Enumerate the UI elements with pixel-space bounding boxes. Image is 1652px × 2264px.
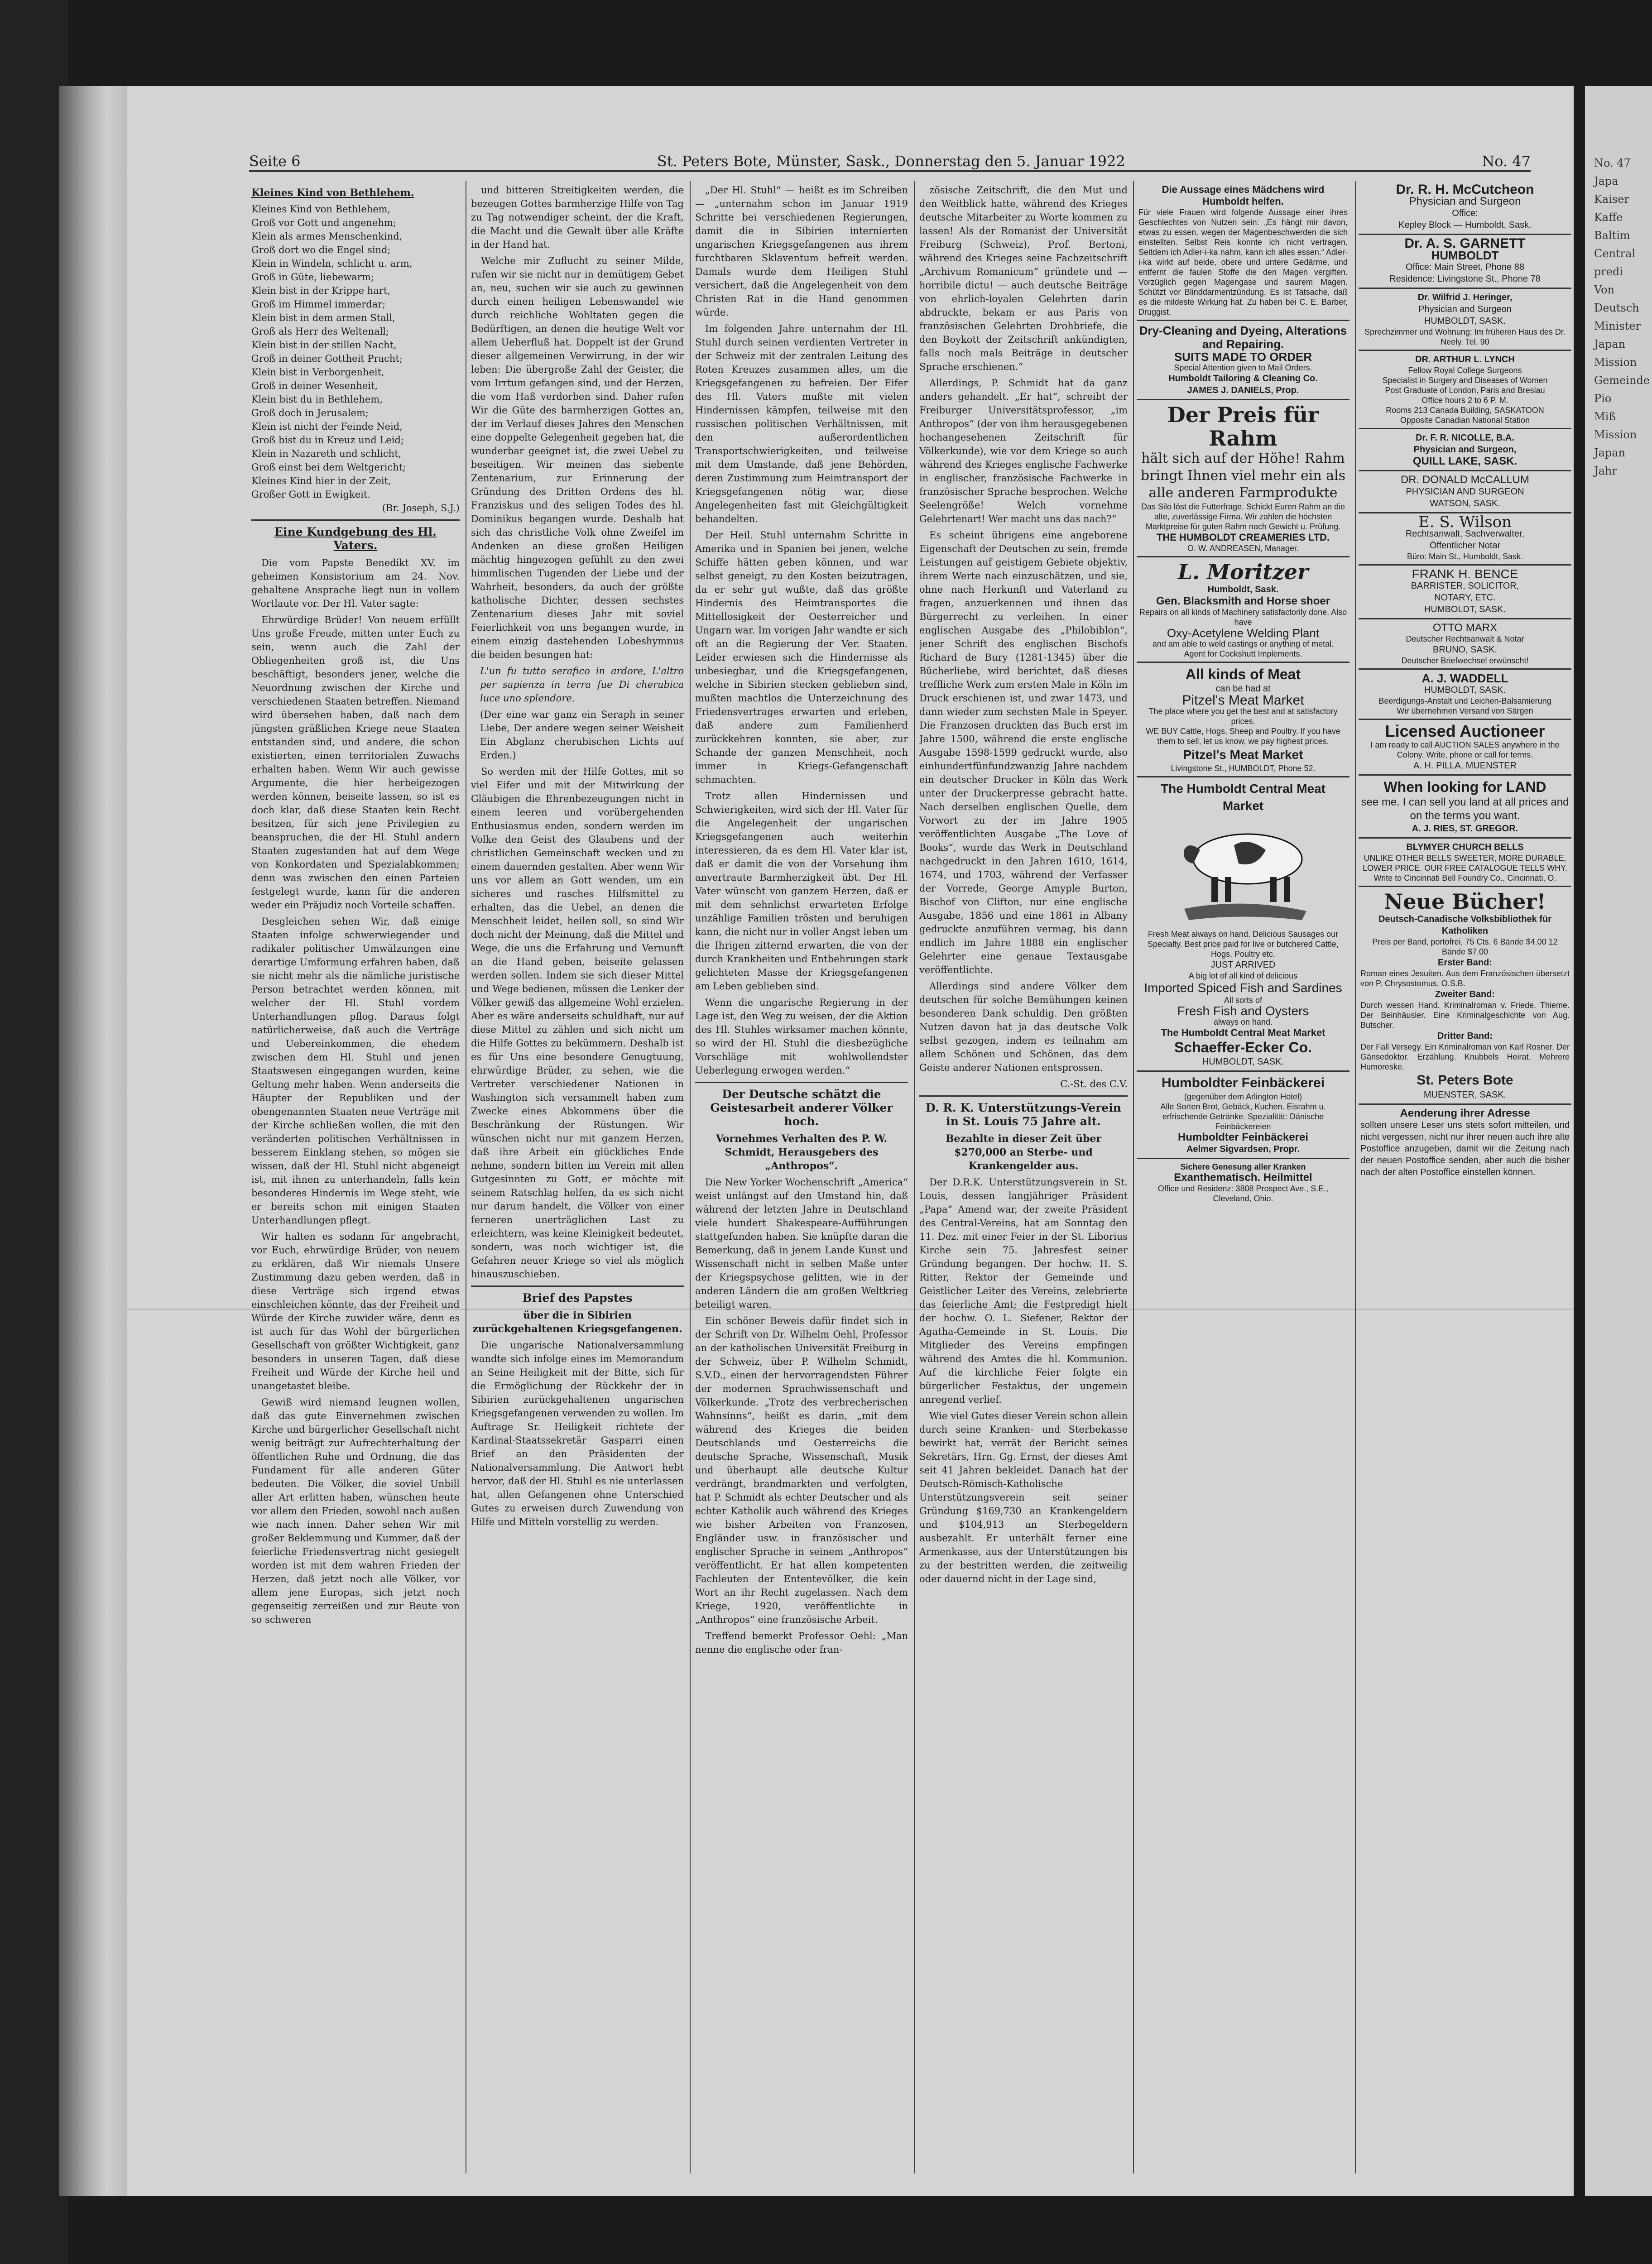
card-line: OTTO MARX: [1432, 622, 1498, 634]
card-line: FRANK H. BENCE: [1412, 567, 1518, 581]
poem-line: Groß einst bei dem Weltgericht;: [251, 462, 406, 473]
ad-line: MUENSTER, SASK.: [1423, 1090, 1507, 1100]
card-line: A. J. WADDELL: [1421, 672, 1508, 685]
ad-line: Roman eines Jesuiten. Aus dem Französischen übersetzt von P. Chrysostomus, O.S.B.: [1360, 969, 1570, 988]
poem-line: Klein bist in dem armen Stall,: [251, 312, 395, 323]
ad-line: All sorts of: [1224, 996, 1263, 1005]
card-line: BRUNO, SASK.: [1432, 645, 1498, 655]
adlerika-ad: [1137, 181, 1349, 321]
card-line: Post Graduate of London, Paris and Breslau: [1385, 386, 1545, 395]
ad-line: Zweiter Band:: [1435, 989, 1495, 999]
article-paragraph: und bitteren Streitigkeiten werden, die bezeugen Gottes barmherzige Hilfe von Tag zu Tag notwendiger scheint, der die Kraft, die Macht und die Gewalt über alle Kräfte in der Hand hat.: [471, 185, 684, 250]
fragment: Deutsch: [1594, 302, 1639, 314]
ad-line: A. J. RIES, ST. GREGOR.: [1412, 824, 1518, 834]
ad-line: Der Fall Versegy. Ein Kriminalroman von Karl Rosner. Der Gänsedoktor. Erzählung. Knubbels Heirat. Mehrere Humoreske.: [1360, 1042, 1570, 1071]
ad-headline: The Humboldt Central Meat Market: [1160, 782, 1325, 813]
ad-line: see me. I can sell you land at all prices and on the terms you want.: [1361, 796, 1569, 822]
card-line: Deutscher Briefwechsel erwünscht!: [1401, 656, 1529, 665]
poem-line: Kleines Kind von Bethlehem,: [251, 204, 391, 215]
column-rule: [690, 181, 691, 2173]
page-label: Seite 6: [249, 153, 301, 170]
nicolle-card: [1359, 429, 1571, 471]
ad-text: Das Silo löst die Futterfrage. Schickt Euren Rahm an die alte, zuverlässige Firma. Wir zahlen die höchsten Marktpreise für guten Rahm nach Gewicht u. Prüfung.: [1141, 502, 1345, 531]
cream-ad: [1137, 400, 1349, 557]
card-line: Rooms 213 Canada Building, SASKATOON: [1386, 406, 1544, 415]
article-paragraph: Treffend bemerkt Professor Oehl: „Man nenne die englische oder fran-: [695, 1631, 908, 1655]
ad-line: SUITS MADE TO ORDER: [1174, 350, 1312, 364]
ads-column-2: [1359, 181, 1571, 2173]
article-title: D. R. K. Unterstützungs-Verein in St. Louis 75 Jahre alt.: [926, 1101, 1121, 1128]
scan-background-left: [0, 0, 68, 2264]
waddell-card: [1359, 670, 1571, 720]
card-line: NOTARY, ETC.: [1434, 593, 1496, 603]
ad-line: and am able to weld castings or anything of metal.: [1152, 639, 1334, 648]
ad-line: Humboldter Feinbäckerei: [1177, 1131, 1309, 1143]
card-line: Öffentlicher Notar: [1429, 541, 1501, 551]
card-line: HUMBOLDT, SASK.: [1424, 685, 1506, 695]
bakery-ad: [1137, 1072, 1349, 1159]
ad-line: Humboldt Tailoring & Cleaning Co.: [1168, 374, 1318, 384]
newspaper-page: [127, 86, 1574, 2196]
article-paragraph: Die ungarische Nationalversammlung wandte sich infolge eines im Memorandum an Seine Heiligkeit mit der Bitte, sich für die Ermöglichung der Rückkehr der in Sibirien zurückgehaltenen ungarischen Kriegsgefangenen verwenden zu wollen. Im Auftrage Sr. Heiligkeit richtete der Kardinal-Staatssekretär Gasparri einen Brief an den Präsidenten der Nationalversammlung. Die Antwort hebt hervor, daß der Hl. Stuhl es nie unterlassen hat, allen Gefangenen ohne Unterschied Gutes zu erweisen durch Zuwendung von Hilfe und Mitteln vorstellig zu werden.: [471, 1340, 684, 1527]
ad-line: WE BUY Cattle, Hogs, Sheep and Poultry. If you have them to sell, let us know, we pay highest prices.: [1146, 727, 1340, 746]
masthead: St. Peters Bote, Münster, Sask., Donnerstag den 5. Januar 1922: [657, 153, 1125, 170]
card-line: HUMBOLDT: [1431, 249, 1499, 262]
poem-line: Groß bist du in Kreuz und Leid;: [251, 435, 404, 446]
ad-line: O. W. ANDREASEN, Manager.: [1187, 544, 1299, 553]
ad-line: HUMBOLDT, SASK.: [1202, 1057, 1284, 1067]
poem-line: Klein bist in der stillen Nacht,: [251, 340, 397, 350]
column-4: [919, 183, 1128, 2169]
ad-line: A big lot of all kind of delicious: [1188, 971, 1298, 980]
page-header: [249, 143, 1531, 172]
ad-line: Imported Spiced Fish and Sardines: [1144, 981, 1342, 995]
article-title: Eine Kundgebung des Hl. Vaters.: [274, 525, 437, 552]
card-line: DR. DONALD McCALLUM: [1400, 474, 1530, 486]
ad-line: Write to Cincinnati Bell Foundry Co., Cincinnati, O.: [1373, 873, 1556, 883]
column-rule: [1355, 181, 1356, 2173]
card-line: Rechtsanwalt, Sachverwalter,: [1405, 529, 1525, 539]
poem-line: Groß als Herr des Weltenall;: [251, 326, 389, 337]
article-title: Der Deutsche schätzt die Geistesarbeit anderer Völker hoch.: [710, 1088, 893, 1128]
poem-line: Klein bist in der Krippe hart,: [251, 285, 390, 296]
card-line: Specialist in Surgery and Diseases of Women: [1382, 376, 1548, 385]
central-meat-ad: [1137, 777, 1349, 1072]
card-line: Kepley Block — Humboldt, Sask.: [1398, 220, 1532, 230]
fragment: Von: [1594, 283, 1615, 296]
card-line: Physician and Surgeon,: [1413, 445, 1517, 455]
fragment: Japa: [1594, 175, 1618, 187]
fragment: Miß: [1594, 410, 1616, 423]
card-line: Dr. F. R. NICOLLE, B.A.: [1416, 433, 1514, 443]
article-paragraph: So werden mit der Hilfe Gottes, mit so viel Eifer und mit der Mitwirkung der Gläubigen die Ehrenbezeugungen nicht in einem leeren und vorübergehenden Enthusiasmus enden, sondern werden im Volke den Geist des Glaubens und der christlichen Gemeinschaft wecken und zu einem dauernden gestalten. Aber wenn Wir uns vor allem an Gott wenden, um ein sicheres und rasches Hilfsmittel zu erhalten, das die Uebel, an denen die Menschheit leidet, heilen soll, so sind Wir doch nicht der Meinung, daß die Mittel und Wege, die uns die Erfahrung und Vernunft an die Hand geben, beiseite gelassen werden sollen. Indem sie sich dieser Mittel und Wege bedienen, müssen die Lenker der Völker gewiß das allgemeine Wohl erzielen. Aber es wäre anderseits schuldhaft, nur auf diese Mittel zu zählen und sich nicht um die Hilfe Gottes zu bekümmern. Deshalb ist es für Uns eine besondere Genugtuung, ehrwürdige Brüder, zu sehen, wie die Vertreter verschiedener Nationen in Washington sich versammelt haben zum Zwecke eines Abkommens über die Beschränkung der Rüstungen. Wir wünschen nicht nur mit ganzem Herzen, daß ihre Arbeit ein glückliches Ende nehme, sondern bitten im Verein mit allen Gutgesinnten zu Gott, er möchte mit seinem Ratschlag helfen, da es sich nicht nur darum handelt, die Völker von einer ferneren unerträglichen Last zu erleichtern, was keine Kleinigkeit bedeutet, sondern, was noch wichtiger ist, die Gefahren neuer Kriege so viel als möglich hinauszuschieben.: [471, 766, 684, 1280]
ad-line: BLYMYER CHURCH BELLS: [1406, 842, 1524, 852]
ad-line: always on hand.: [1213, 1017, 1273, 1026]
ad-headline: Aenderung ihrer Adresse: [1400, 1107, 1530, 1119]
column-2: [471, 183, 684, 2169]
ad-line: Pitzel's Meat Market: [1183, 748, 1303, 762]
column-1: [251, 183, 460, 2169]
card-line: Wir übernehmen Versand von Särgen: [1397, 706, 1533, 715]
poem-line: Groß in Güte, liebewarm;: [251, 272, 374, 283]
card-line: QUILL LAKE, SASK.: [1412, 455, 1518, 467]
fragment: Japan: [1594, 338, 1626, 350]
ads-column-1: [1137, 181, 1349, 2173]
column-3: [695, 183, 908, 2169]
ad-line: JAMES J. DANIELS, Prop.: [1187, 385, 1299, 395]
ad-text: Für viele Frauen wird folgende Aussage einer ihres Geschlechtes von Nutzen sein: „Es hängt mir davon, etwas zu essen, wegen der Magenbeschwerden die sich einstellten. Selbst Reis konnte ich nicht vertragen. Seitdem ich Adler-i-ka nahm, kann ich alles essen.“ Adler-i-ka wirkt auf beide, obere und untere Gedärme, und entfernt die faulen Stoffe die den Magen vergiften. Vorzüglich gegen Magengase und saurem Magen. Schützt vor Blinddarmentzündung. Es ist Tatsache, daß es die mildeste Wirkung hat. Zu haben bei C. E. Barber, Druggist.: [1138, 208, 1348, 317]
ad-title: Die Aussage eines Mädchens wird Humboldt helfen.: [1162, 184, 1325, 207]
ad-line: JUST ARRIVED: [1210, 960, 1276, 970]
mccallum-card: [1359, 471, 1571, 513]
fragment: Central: [1594, 247, 1636, 260]
card-line: Physician and Surgeon: [1418, 304, 1512, 314]
card-line: Sprechzimmer und Wohnung: Im früheren Haus des Dr. Neely. Tel. 90: [1364, 327, 1566, 346]
card-line: Office: Main Street, Phone 88: [1405, 262, 1524, 272]
heringer-card: [1359, 289, 1571, 351]
card-line: DR. ARTHUR L. LYNCH: [1415, 355, 1515, 365]
fragment: Mission: [1594, 356, 1637, 369]
next-page-fragments: [1585, 86, 1652, 480]
pitzel-meat-ad: [1137, 663, 1349, 777]
article-paragraph: Ein schöner Beweis dafür findet sich in der Schrift von Dr. Wilhelm Oehl, Professor an der katholischen Universität Freiburg in der Schweiz, über P. Wilhelm Schmidt, S.V.D., einen der hervorragendsten Führer der modernen Sprachwissenschaft und Völkerkunde. „Trotz des verbrecherischen Wahnsinns“, heißt es darin, „mit dem während des Krieges die beiden Deutschlands und Oesterreichs die deutsche Sprache, Wissenschaft, Musik und überhaupt alle deutsche Kultur verdrängt, brandmarkten und verfolgten, hat P. Schmidt als echter Deutscher und als echter Katholik auch während des Krieges wie bisher Arbeiten von Franzosen, Engländer usw. in französischer und englischer Sprache in seinem „Anthropos“ veröffentlicht. Er hat allen kompetenten Fachleuten der Ententevölker, die kein Wort an ihr Recht zugelassen. Nach dem Kriege, 1920, veröffentlichte in „Anthropos“ eine französische Arbeit.: [695, 1315, 908, 1625]
card-line: Büro: Main St., Humboldt, Sask.: [1407, 552, 1523, 561]
ad-headline: Humboldter Feinbäckerei: [1161, 1075, 1325, 1090]
next-page-edge: [1585, 86, 1652, 2196]
poem-line: Klein als armes Menschenkind,: [251, 231, 403, 242]
fragment: Mission: [1594, 428, 1637, 441]
article-signature: C.-St. des C.V.: [1060, 1079, 1128, 1089]
church-bell-ad: [1359, 839, 1571, 887]
poem-line: Groß in deiner Gottheit Pracht;: [251, 353, 403, 364]
ad-line: UNLIKE OTHER BELLS SWEETER, MORE DURABLE, LOWER PRICE. OUR FREE CATALOGUE TELLS WHY.: [1363, 854, 1567, 873]
ad-line: Gen. Blacksmith and Horse shoer: [1156, 595, 1330, 607]
ad-text: Fresh Meat always on hand. Delicious Sausages our Specialty. Best price paid for live or butchered Cattle, Hogs, Poultry etc.: [1148, 930, 1339, 959]
ad-line: A. H. PILLA, MUENSTER: [1413, 761, 1517, 771]
lynch-card: [1359, 351, 1571, 429]
tailoring-ad: [1137, 321, 1349, 400]
article-subtitle: Vornehmes Verhalten des P. W. Schmidt, Herausgebers des „Anthropos“.: [716, 1133, 888, 1172]
section-divider: [251, 519, 460, 521]
fragment: Gemeinde: [1594, 374, 1650, 387]
bence-card: [1359, 566, 1571, 619]
poem-line: Groß im Himmel immerdar;: [251, 299, 386, 310]
card-line: HUMBOLDT, SASK.: [1424, 604, 1506, 614]
poem-line: Klein in Windeln, schlicht u. arm,: [251, 258, 413, 269]
card-line: Beerdigungs-Anstalt und Leichen-Balsamierung: [1378, 696, 1551, 705]
article-paragraph: Wir halten es sodann für angebracht, vor Euch, ehrwürdige Brüder, von neuem zu erklären, daß Wir niemals Unsere Zustimmung dazu geben werden, daß in diese Verträge sich irgend etwas einschleichen könnte, das der Freiheit und Würde der Kirche zuwider wäre, denn es ist auch für das Wohl der bürgerlichen Gesellschaft von größter Wichtigkeit, ganz besonders in unseren Tagen, daß diese Freiheit und Würde der Kirche heil und unangetastet bleibe.: [251, 1231, 460, 1391]
card-line: Deutscher Rechtsanwalt & Notar: [1406, 634, 1524, 643]
ad-line: Dry-Cleaning and Dyeing, Alterations and Repairing.: [1139, 324, 1347, 351]
article-paragraph: „Der Hl. Stuhl“ — heißt es im Schreiben — „unternahm schon im Januar 1919 Schritte bei verschiedenen Regierungen, damit die in Sibirien internierten ungarischen Kriegsgefangenen aus ihrem furchtbaren Sklaventum befreit werden. Damals wurde dem Heiligen Stuhl versichert, daß die Angelegenheit von dem Christen Rat in die Hand genommen würde.: [695, 185, 908, 318]
card-line: Physician and Surgeon: [1409, 195, 1521, 207]
fragment: predi: [1594, 265, 1623, 278]
article-paragraph: Der Heil. Stuhl unternahm Schritte in Amerika und in Spanien bei jenen, welche Schiffe hätten geben können, und war selbst geneigt, zu den Kosten beizutragen, da er sehr gut wußte, daß das größte Hindernis des Heimtransportes die Mittellosigkeit der Oesterreicher und Ungarn war. Im vorigen Jahr wandte er sich oft an die Regierung der Ver. Staaten. Leider erwiesen sich die Hindernisse als unbesiegbar, und die Kriegsgefangenen, welche in Sibirien stecken geblieben sind, mußten machtlos die Unterzeichnung des Friedensvertrages erwarten und erleben, daß andere zum Familienherd zurückkehren konnten, sie aber, zur Schande der ganzen Menschheit, noch immer in Kriegs-Gefangenschaft schmachten.: [695, 530, 908, 785]
card-line: Fellow Royal College Surgeons: [1408, 366, 1522, 375]
card-line: Residence: Livingstone St., Phone 78: [1389, 274, 1541, 284]
ad-text: hält sich auf der Höhe! Rahm bringt Ihnen viel mehr ein als alle anderen Farmprodukte: [1140, 451, 1346, 501]
ad-line: Schaeffer-Ecker Co.: [1174, 1039, 1312, 1055]
poem-line: Groß doch in Jerusalem;: [251, 408, 369, 418]
ad-line: Repairs on all kinds of Machinery satisfactorily done. Also have: [1139, 608, 1347, 627]
ad-line: The place where you get the best and at satisfactory prices.: [1148, 707, 1338, 726]
ad-line: Durch wessen Hand. Kriminalroman v. Friede. Thieme. Der Beinhäusler. Eine Kriminalgeschichte von Aug. Butscher.: [1360, 1001, 1570, 1030]
column-rule: [914, 181, 915, 2173]
ad-headline: All kinds of Meat: [1185, 666, 1301, 682]
article-paragraph: Allerdings sind andere Völker dem deutschen für solche Bemühungen keinen besonderen Dank schuldig. Den größten Nutzen davon hat ja das deutsche Volk selbst gezogen, indem es teilnahm am allem Schönen und Schönen, das dem Geiste anderer Nationen entsprossen.: [919, 981, 1128, 1073]
blacksmith-ad: [1137, 557, 1349, 663]
column-rule: [1133, 181, 1134, 2173]
poem-line: Kleines Kind hier in der Zeit,: [251, 475, 391, 486]
book-spine: [59, 86, 127, 2196]
auctioneer-ad: [1359, 720, 1571, 776]
ad-headline: Der Preis für Rahm: [1167, 403, 1319, 451]
card-line: Dr. R. H. McCutcheon: [1396, 182, 1534, 197]
poem-line: Groß in deiner Wesenheit,: [251, 380, 378, 391]
article-paragraph: Im folgenden Jahre unternahm der Hl. Stuhl durch seinen verdienten Vertreter in der Schweiz mit der zentralen Leitung des Roten Kreuzes zusammen alles, um die Kriegsgefangenen zu befreien. Der Eifer des Hl. Vaters mußte mit vielen Hindernissen kämpfen, teilweise mit den russischen politischen Verhältnissen, mit den außerordentlichen Transportschwierigkeiten, und teilweise mit dem Umstande, daß jene Behörden, deren Zustimmung zum Heimtransport der Kriegsgefangenen nötig war, diese Angelegenheiten fast mit Gleichgültigkeit behandelten.: [695, 323, 908, 524]
wilson-card: [1359, 513, 1571, 566]
ad-line: The Humboldt Central Meat Market: [1161, 1027, 1325, 1038]
article-paragraph: Es scheint übrigens eine angeborene Eigenschaft der Deutschen zu sein, fremde Leistungen auf geistigem Gebiete objektiv, ihrem Werte nach einzuschätzen, und sie, ohne nach Herkunft und Vaterland zu fragen, anzuerkennen und ihnen das Bürgerrecht zu verleihen. In einer englischen Ausgabe des „Philobiblon“, jener Schrift des englischen Bischofs Richard de Bury (1281-1345) über die Bücherliebe, wird berichtet, daß dieses treffliche Werk zum ersten Male in Köln im Druck erschienen ist, und zwar 1473, und dann wieder zum sechsten Male in Speyer. Die Franzosen druckten das Buch erst im Jahre 1500, während die erste englische Ausgabe 1598-1599 gedruckt wurde, also einhundertfünfundzwanzig Jahre nachdem ein deutscher Drucker in Köln das Werk unter der Druckerpresse gebracht hatte. Nach derselben englischen Quelle, dem Vorwort zu der im Jahre 1905 veröffentlichten Ausgabe „The Love of Books“, wurde das Werk in Deutschland nachgedruckt in den Jahren 1610, 1614, 1674, und 1703, während der Verfasser der Vorrede, George Amyple Burton, Bischof von Clifton, nur eine englische Ausgabe, 1856 und eine 1861 in Albany gedruckte anzuführen vermag, bis dann endlich im Jahre 1888 ein englischer Gelehrter eine genaue Textausgabe veröffentlichte.: [919, 530, 1128, 975]
fragment: Kaffe: [1594, 211, 1623, 224]
article-paragraph: Wie viel Gutes dieser Verein schon allein durch seine Kranken- und Sterbekasse bewirkt hat, verrät der Bericht seines Sekretärs, Hrn. Gg. Ernst, der dieses Amt seit 41 Jahren bekleidet. Danach hat der Deutsch-Römisch-Katholische Unterstützungsverein seit seiner Gründung $169,730 an Krankengeldern und $104,913 an Sterbegeldern ausbezahlt. Er unterhält ferner eine Armenkasse, aus der Unterstützungen bis zu der bestritten werden, die zeitweilig oder dauernd nicht in der Lage sind,: [919, 1410, 1128, 1584]
ad-line: can be had at: [1215, 684, 1271, 694]
article-paragraph: Die New Yorker Wochenschrift „America“ weist unlängst auf den Umstand hin, daß während der letzten Jahre in Deutschland viele hundert Shakespeare-Aufführungen stattgefunden haben. Sie knüpfte daran die Bemerkung, daß in jenem Lande Kunst und Wissenschaft nicht in selben Maße unter der Kriegspsychose gelitten, wie in der anderen Ländern die am großen Weltkrieg beteiligt waren.: [695, 1177, 908, 1310]
poem-author: (Br. Joseph, S.J.): [382, 503, 460, 513]
poem-line: Klein in Nazareth und schlicht,: [251, 448, 402, 459]
poem: [251, 202, 460, 515]
article-paragraph: Trotz allen Hindernissen und Schwierigkeiten, wird sich der Hl. Vater für die Angelegenheit der ungarischen Kriegsgefangenen auch weiterhin interessieren, da es dem Hl. Vater klar ist, daß er damit die von der Vorsehung ihm anvertraute Barmherzigkeit übt. Der Hl. Vater wünscht von ganzem Herzen, daß er mit dem sehnlichst erwarteten Erfolge unzählige Familien trösten und beruhigen kann, die nicht nur in voller Angst leben um die Ihrigen zitternd erwarten, die von der durch Krankheiten und Entbehrungen stark gelichteten Masse der Kriegsgefangenen am Leben geblieben sind.: [695, 791, 908, 992]
poem-line: Klein bist in Verborgenheit,: [251, 367, 384, 378]
ad-line: Aelmer Sigvardsen, Propr.: [1186, 1144, 1300, 1154]
card-line: E. S. Wilson: [1418, 513, 1512, 531]
dante-translation: (Der eine war ganz ein Seraph in seiner Liebe, Der andere wegen seiner Weisheit Ein Abglanz cherubischen Lichts auf Erden.): [480, 709, 684, 761]
fragment: Kaiser: [1594, 193, 1629, 206]
letter-title: Brief des Papstes: [522, 1291, 633, 1305]
ad-headline: Licensed Auctioneer: [1385, 722, 1545, 740]
card-line: Office hours 2 to 6 P. M.: [1421, 396, 1508, 405]
section-divider: [471, 1285, 684, 1287]
fragment: Jahr: [1594, 465, 1617, 477]
ad-line: Pitzel's Meat Market: [1182, 693, 1304, 708]
ad-line: Erster Band:: [1437, 958, 1493, 968]
ad-line: Agent for Cockshutt Implements.: [1184, 649, 1302, 658]
ad-text: sollten unsere Leser uns stets sofort mitteilen, und nicht vergessen, nicht nur ihrer neuen auch ihre alte Postoffice anzugeben, damit wir die Zeitung nach der neuen Postoffice senden, aber auch die bisher nach der alten Postoffice einstellen können.: [1360, 1120, 1570, 1177]
section-divider: [695, 1082, 908, 1083]
ad-line: Sichere Genesung aller Kranken: [1180, 1162, 1306, 1171]
card-line: Opposite Canadian National Station: [1400, 416, 1530, 425]
card-line: BARRISTER, SOLICITOR,: [1411, 581, 1519, 591]
poem-line: Großer Gott in Ewigkeit.: [251, 489, 370, 500]
fragment: Pio: [1594, 392, 1612, 405]
fragment: Japan: [1594, 446, 1626, 459]
article-paragraph: Welche mir Zuflucht zu seiner Milde, rufen wir sie nicht nur in demütigem Gebet an, neu, suchen wir sie auch zu gewinnen durch einen heiligen Lebenswandel wie durch reichliche Wohltaten gegen die Bedürftigen, an denen die heutige Welt vor allem Ueberfluß hat. Doppelt ist der Grund dieser allgemeinen Verwirrung, in der wir leben: Die übergroße Zahl der Geister, die vom Irrtum gefangen sind, und der Herzen, die vom Haß verdorben sind. Daher rufen Wir die Güte des barmherzigen Gottes an, der im Verlauf dieses Jahres den Menschen eine doppelte Gelegenheit gegeben hat, die wunderbar geeignet ist, die zwei Uebel zu beseitigen. Wir meinen das siebente Zentenarium, zur Erinnerung der Gründung des Dritten Ordens des hl. Franziskus und des seligen Todes des hl. Dominikus begangen wurde. Deshalb hat sich das christliche Volk ohne Zweifel im Andenken an diese großen Heiligen mächtig hingezogen gefühlt zu den zwei himmlischen Tugenden der Liebe und der Wahrheit, besonders, da auch der größte katholische Dichter, dessen sechstes Zentenarium dieses Jahr mit soviel Feierlichkeit von uns begangen wurde, in einem einzig dastehenden Lobeshymnus die beiden besungen hat:: [471, 255, 684, 660]
ad-line: St. Peters Bote: [1417, 1073, 1513, 1088]
article-paragraph: Desgleichen sehen Wir, daß einige Staaten infolge schwerwiegender und radikaler politischer Umwälzungen eine derartige Umformung erfahren haben, daß sie nicht mehr als die nämliche juristische Person betrachtet werden können, mit welcher der Hl. Stuhl vordem Unterhandlungen pflog. Daraus folgt natürlicherweise, daß auch die Verträge und Uebereinkommen, die ehedem zwischen dem Hl. Stuhl und jenen Staatswesen eingegangen wurden, keine Geltung mehr haben. Wenn anderseits die Häupter der Republiken und der obengenannten Staaten neue Verträge mit der Kirche schließen wollen, die mit den veränderten politischen Verhältnissen in besserem Einklang stehen, so mögen sie wissen, daß der Hl. Stuhl nicht abgeneigt ist, mit ihnen zu unterhandeln, falls kein besonderes Hindernis im Wege steht, wie er bereits schon mit einigen Staaten Unterhandlungen pflegt.: [251, 916, 460, 1226]
remedy-ad: [1137, 1159, 1349, 1206]
article-paragraph: zösische Zeitschrift, die den Mut und den Weitblick hatte, während des Krieges deutsche Mitarbeiter zu Worte kommen zu lassen! Als der Romanist der Universität Freiburg (Schweiz), Prof. Bertoni, während des Krieges seine Fachzeitschrift „Archivum Romanicum“ gründete und — horribile dictu! — auch deutsche Beiträge von ehrlich-loyalen Gelehrten darin abdruckte, bekam er aus Paris von französischen Gelehrten Drohbriefe, die den Boykott der Zeitschrift ankündigten, falls noch mals Beiträge in deutscher Sprache erschienen.“: [919, 185, 1128, 372]
article-paragraph: Wenn die ungarische Regierung in der Lage ist, den Weg zu weisen, der die Aktion des Hl. Stuhles wirksamer machen könnte, so wird der Hl. Stuhl die diesbezügliche Vorschläge mit wohlwollendster Ueberlegung erwogen werden.“: [695, 997, 908, 1076]
ad-headline: When looking for LAND: [1383, 779, 1546, 795]
ad-line: THE HUMBOLDT CREAMERIES LTD.: [1156, 532, 1330, 543]
card-line: Dr. Wilfrid J. Heringer,: [1417, 293, 1513, 302]
ad-line: Preis per Band, portofrei, 75 Cts. 6 Bände $4.00 12 Bände $7.00: [1372, 937, 1558, 956]
fragment: No. 47: [1594, 157, 1631, 169]
ad-headline: Neue Bücher!: [1384, 889, 1546, 914]
card-line: Office:: [1452, 208, 1478, 218]
ad-line: Fresh Fish and Oysters: [1177, 1004, 1309, 1018]
ad-line: Special Attention given to Mail Orders.: [1174, 363, 1312, 372]
article-paragraph: Die vom Papste Benedikt XV. im geheimen Konsistorium am 24. Nov. gehaltene Ansprache liegt nun in vollem Wortlaute vor. Der Hl. Vater sagte:: [251, 557, 460, 609]
ad-line: Dritter Band:: [1437, 1031, 1493, 1041]
page-number: No. 47: [1482, 153, 1531, 170]
section-divider: [919, 1095, 1128, 1097]
ad-line: Office und Residenz: 3808 Prospect Ave., S.E., Cleveland, Ohio.: [1157, 1184, 1329, 1203]
article-subtitle: Bezahlte in dieser Zeit über $270,000 an Sterbe- und Krankengelder aus.: [945, 1133, 1102, 1172]
poem-line: Groß vor Gott und angenehm;: [251, 217, 396, 228]
ad-line: Humboldt, Sask.: [1207, 585, 1279, 595]
article-paragraph: Ehrwürdige Brüder! Von neuem erfüllt Uns große Freude, mitten unter Euch zu sein, wenn auch die Zahl der Obliegenheiten groß ist, die Uns beschäftigt, besonders jener, welche die Neuordnung zwischen der Kirche und verschiedenen Staaten betreffen. Niemand wird übersehen haben, daß nach dem jüngsten gräßlichen Kriege neue Staaten entstanden sind, und andere, die schon existierten, einen territorialen Zuwachs erhalten haben. Wenn Wir auch gewisse Argumente, die hier herbeigezogen werden können, beiseite lassen, so ist es doch klar, daß diese Staaten kein Recht besitzen, für sich jene Privilegien zu beanspruchen, die der Hl. Stuhl andern Staaten zugestanden hat auf dem Wege von Konkordaten und Spezialabkommen; denn was zwischen den einen Parteien festgelegt wurde, kann für die anderen weder ein Präjudiz noch Vorteile schaffen.: [251, 614, 460, 911]
marx-card: [1359, 619, 1571, 670]
ad-line: I am ready to call AUCTION SALES anywhere in the Colony. Write, phone or call for terms.: [1370, 740, 1560, 759]
ad-line: Livingstone St., HUMBOLDT, Phone 52.: [1171, 764, 1316, 773]
ad-line: Deutsch-Canadische Volksbibliothek für Katholiken: [1378, 914, 1551, 936]
dante-quote: L'un fu tutto serafico in ardore, L'altro per sapienza in terra fue Di cherubica luce uno splendore.: [480, 666, 684, 704]
fragment: Minister: [1594, 320, 1641, 332]
poem-line: Klein bist du in Bethlehem,: [251, 394, 383, 405]
card-line: PHYSICIAN AND SURGEON: [1406, 487, 1524, 497]
garnett-card: [1359, 235, 1571, 289]
poem-line: Klein ist nicht der Feinde Neid,: [251, 421, 403, 432]
ad-line: Alle Sorten Brot, Gebäck, Kuchen. Eisrahm u. erfrischende Getränke. Spezialität: Dänische Feinbäckereien: [1160, 1102, 1326, 1131]
article-paragraph: Allerdings, P. Schmidt hat da ganz anders gehandelt. „Er hat“, schreibt der Freiburger Universitätsprofessor, „im Anthropos“ (der von ihm herausgegebenen hochangesehenen Zeitschrift für Völkerkunde), wie vor dem Kriege so auch während des Krieges englische Fachwerke in englischer, französische Fachwerke in französischer Sprache besprochen. Welche Seelengröße! Welch vornehme Gelehrtenart! Wer macht uns das nach?“: [919, 378, 1128, 524]
land-ad: [1359, 776, 1571, 839]
poem-line: Groß dort wo die Engel sind;: [251, 245, 391, 255]
ad-line: Oxy-Acetylene Welding Plant: [1167, 626, 1320, 640]
ad-line: Exanthematisch. Heilmittel: [1174, 1171, 1312, 1184]
books-ad: [1359, 887, 1571, 1105]
ad-headline: L. Moritzer: [1177, 560, 1309, 584]
letter-subtitle: über die in Sibirien zurückgehaltenen Kriegsgefangenen.: [472, 1309, 682, 1335]
card-line: Dr. A. S. GARNETT: [1404, 236, 1526, 251]
ad-line: (gegenüber dem Arlington Hotel): [1184, 1092, 1302, 1101]
card-line: HUMBOLDT, SASK.: [1424, 316, 1506, 326]
poem-title: Kleines Kind von Bethlehem.: [251, 187, 414, 199]
cow-illustration: [1157, 818, 1329, 922]
article-paragraph: Gewiß wird niemand leugnen wollen, daß das gute Einvernehmen zwischen Kirche und bürgerlicher Gesellschaft nicht wenig beiträgt zur Aufrechterhaltung der öffentlichen Ruhe und Ordnung, die das Fundament für alle anderen Güter bedeuten. Die Völker, die soviel Unbill aller Art erlitten haben, wünschen heute vor allem den Frieden, sowohl nach außen wie nach innen. Daher sehen Wir mit großer Beklemmung und Kummer, daß der feierliche Friedensvertrag nicht gesiegelt worden ist mit dem wahren Frieden der Herzen, daß jetzt noch alle Völker, vor allem jene Europas, sich jetzt noch gegenseitig zerreißen und zur Beute von so schweren: [251, 1397, 460, 1625]
address-change-notice: [1359, 1105, 1571, 1181]
fragment: Baltim: [1594, 229, 1630, 242]
mccutcheon-card: [1359, 181, 1571, 235]
card-line: WATSON, SASK.: [1430, 499, 1500, 508]
article-paragraph: Der D.R.K. Unterstützungsverein in St. Louis, dessen langjähriger Präsident „Papa“ Amend war, der zweite Präsident des Central-Vereins, hat am Sonntag den 11. Dez. mit einer Feier in der St. Liborius Kirche sein 75. Jahresfest seiner Gründung begangen. Der hochw. H. S. Ritter, Rektor der Gemeinde und Geistlicher Leiter des Vereins, zelebrierte das feierliche Amt; die Festpredigt hielt der hochw. O. L. Siefener, Rektor der Agatha-Gemeinde in St. Louis. Die Mitglieder des Vereins empfingen während des Amtes die hl. Kommunion. Auf die kirchliche Feier folgte ein bürgerlicher Festaktus, der ungemein anregend verlief.: [919, 1177, 1128, 1405]
page-fold-line: [127, 1309, 1574, 1310]
